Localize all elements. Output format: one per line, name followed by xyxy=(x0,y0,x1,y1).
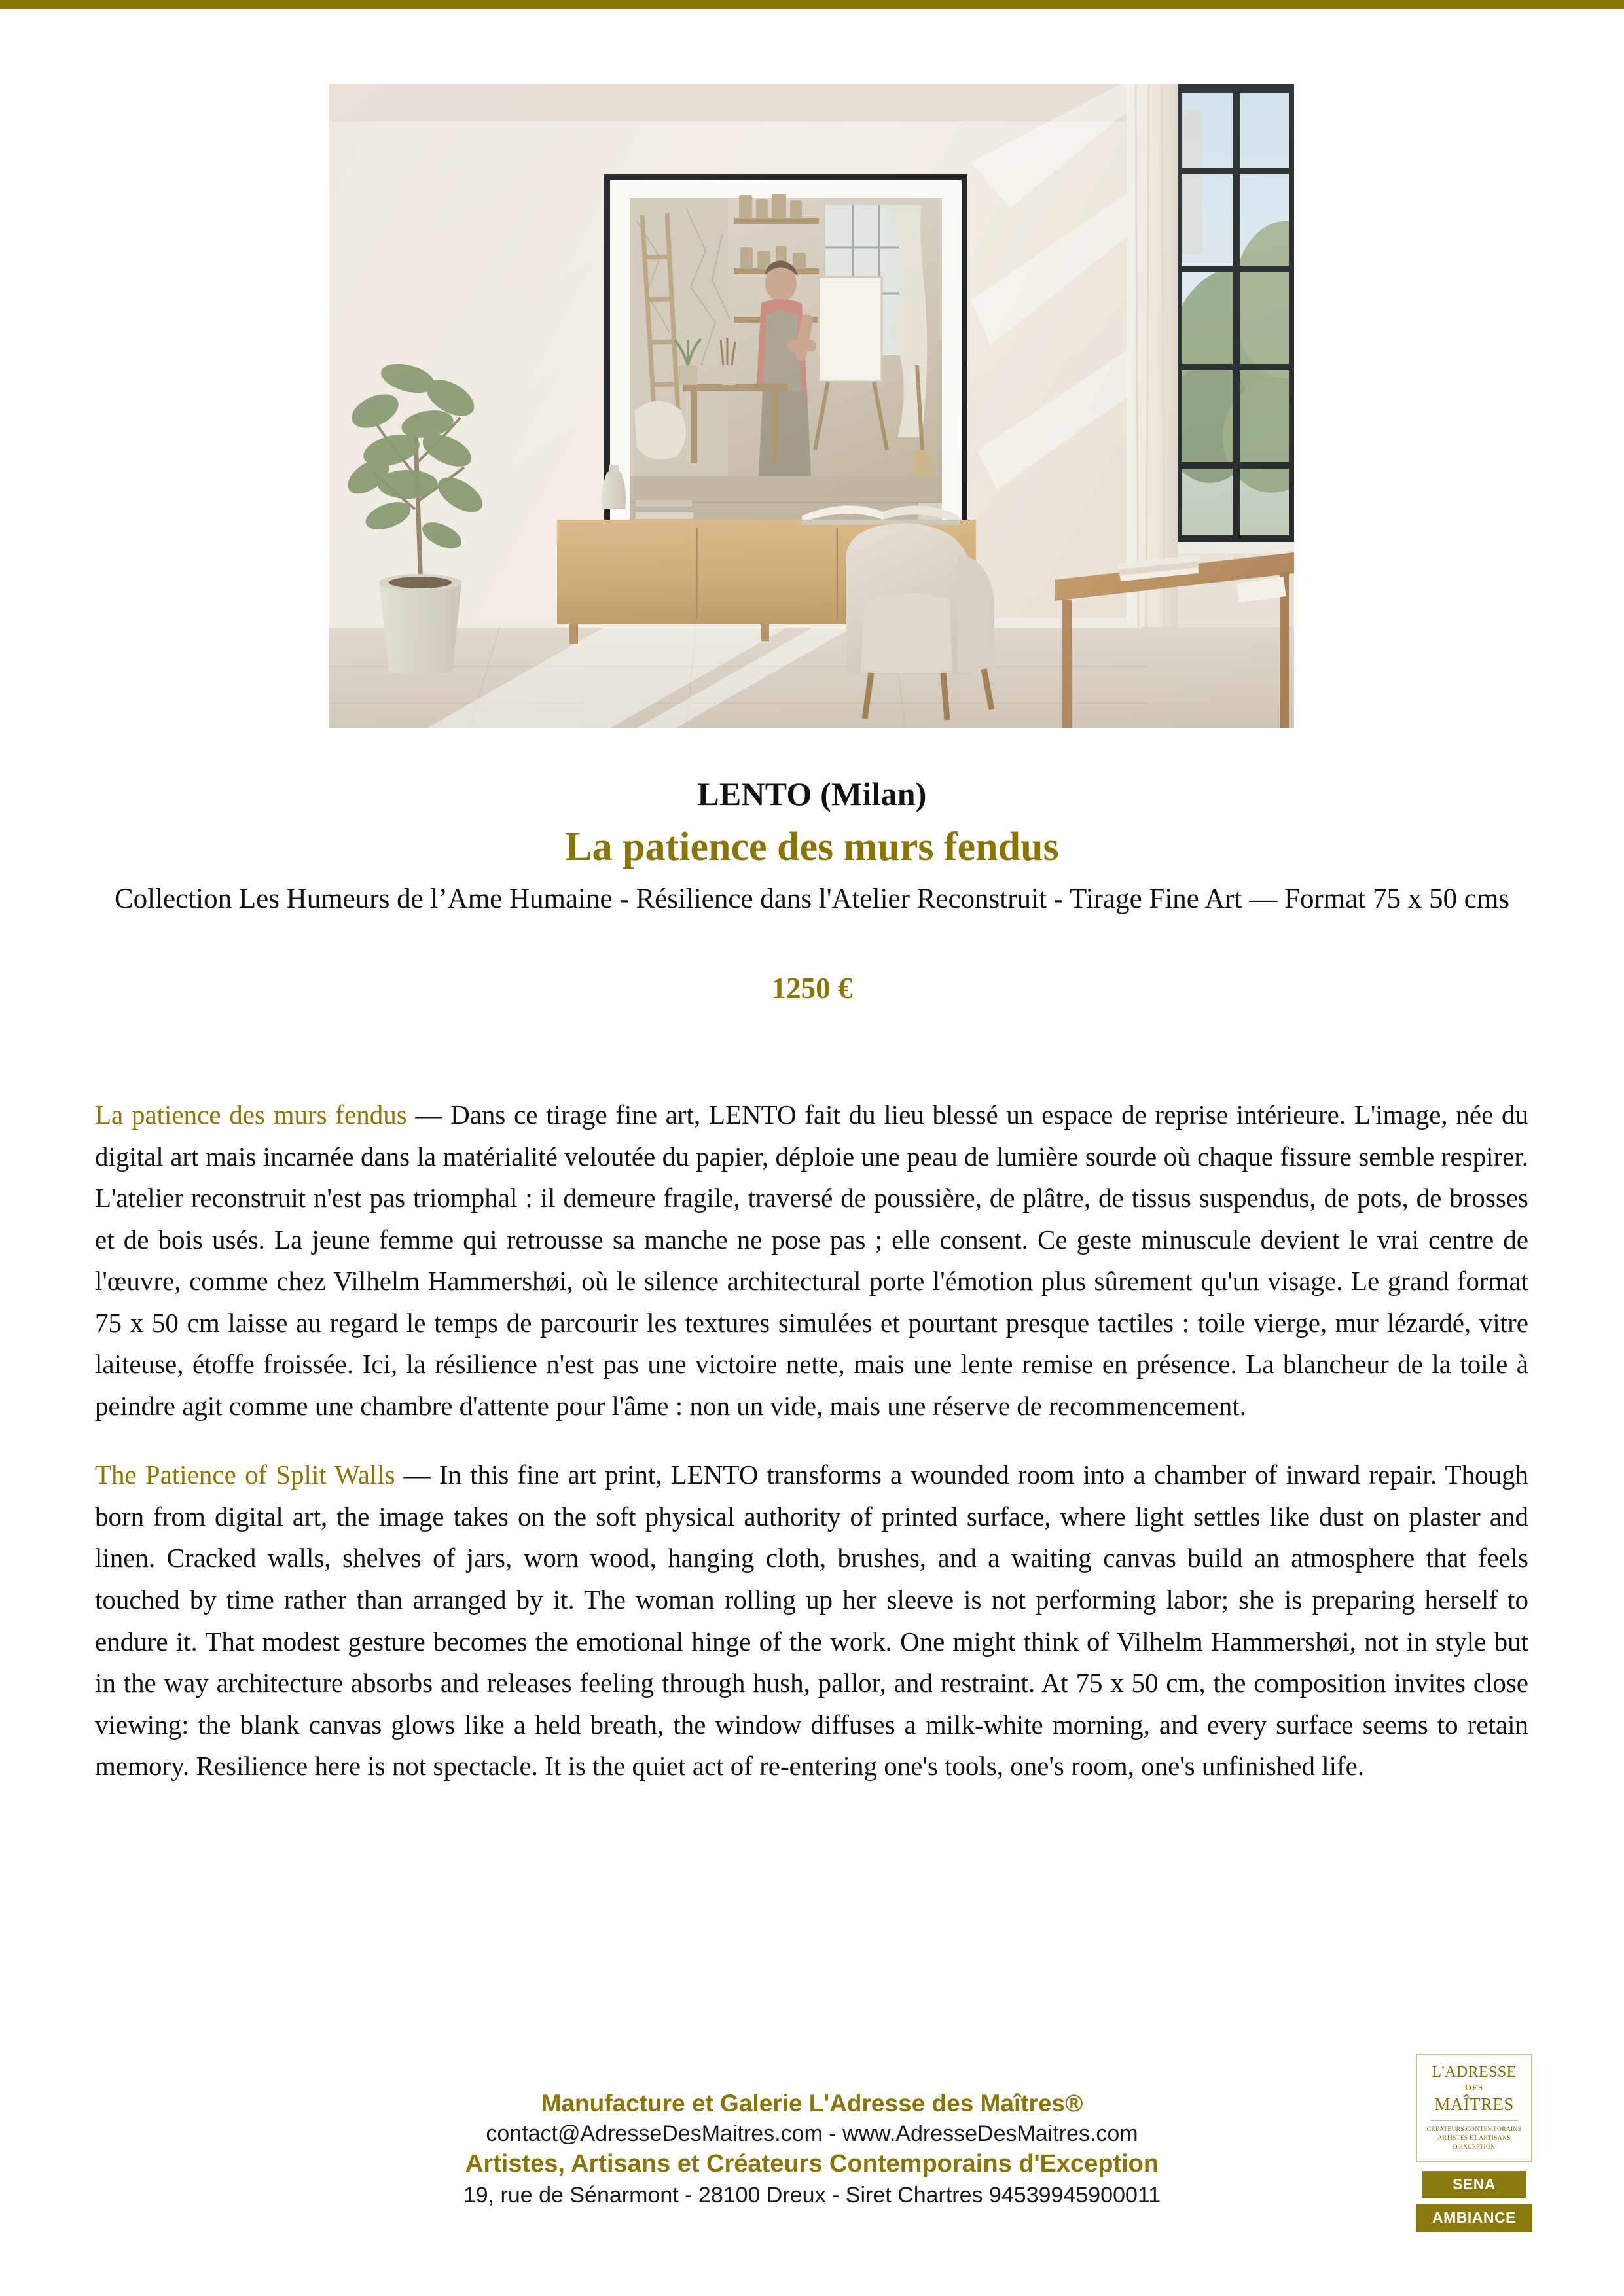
sena-badge: SENA xyxy=(1422,2171,1526,2198)
logo-sub-artistes: ARTISTES ET ARTISANS xyxy=(1437,2135,1511,2142)
paragraph-french xyxy=(95,1094,1528,1427)
logo-line-des: DES xyxy=(1464,2083,1484,2094)
paragraph-french-lead: La patience des murs fendus xyxy=(95,1100,407,1130)
top-gold-rule xyxy=(0,0,1624,9)
logo-block xyxy=(1416,2054,1532,2232)
description-block xyxy=(95,1094,1528,1787)
footer-company-name: Manufacture et Galerie L'Adresse des Maîtres® xyxy=(541,2090,1083,2117)
footer-contact[interactable]: contact@AdresseDesMaitres.com - www.AdresseDesMaitres.com xyxy=(486,2121,1138,2147)
artwork-mockup-image xyxy=(329,84,1294,728)
brand-logo-card xyxy=(1416,2054,1532,2162)
paragraph-french-text: — Dans ce tirage fine art, LENTO fait du lieu blessé un espace de reprise intérieure. L'image, née du digital art mais incarnée dans la matérialité veloutée du papier, déploie une peau de lumière sourde où chaque fissure semble respirer. L'atelier reconstruit n'est pas triomphal : il demeure fragile, traversé de poussière, de plâtre, de tissus suspendus, de pots, de brosses et de bois usés. La jeune femme qui retrousse sa manche ne pose pas ; elle consent. Ce geste minuscule devient le vrai centre de l'œuvre, comme chez Vilhelm Hammershøi, où le silence architectural porte l'émotion plus sûrement qu'un visage. Le grand format 75 x 50 cm laisse au regard le temps de parcourir les textures simulées et pourtant presque tactiles : toile vierge, mur lézardé, vitre laiteuse, étoffe froissée. Ici, la résilience n'est pas une victoire nette, mais une lente remise en présence. La blancheur de la toile à peindre agit comme une chambre d'attente pour l'âme : non un vide, mais une réserve de recommencement. xyxy=(95,1100,1529,1421)
logo-sub-exception: D'EXCEPTION xyxy=(1453,2144,1496,2151)
sena-ambiance-badge: AMBIANCE xyxy=(1416,2204,1532,2232)
paragraph-english-text: — In this fine art print, LENTO transforms a wounded room into a chamber of inward repair. Though born from digital art, the image takes on the soft physical authority of printed surface, where light settles like dust on plaster and linen. Cracked walls, shelves of jars, worn wood, hanging cloth, brushes, and a waiting canvas build an atmosphere that feels touched by time rather than arranged by it. The woman rolling up her sleeve is not performing labor; she is preparing herself to endure it. That modest gesture becomes the emotional hinge of the work. One might think of Vilhelm Hammershøi, not in style but in the way architecture absorbs and releases feeling through hush, pallor, and restraint. At 75 x 50 cm, the composition invites close viewing: the blank canvas glows like a held breath, the window diffuses a milk-white morning, and every surface seems to retain memory. Resilience here is not spectacle. It is the quiet act of re-entering one's tools, one's room, one's unfinished life. xyxy=(95,1460,1529,1782)
artwork-mockup-svg xyxy=(329,84,1294,728)
footer-address: 19, rue de Sénarmont - 28100 Dreux - Siret Chartres 94539945900011 xyxy=(463,2182,1161,2208)
logo-divider xyxy=(1430,2120,1518,2121)
footer xyxy=(0,2088,1624,2210)
artist-name: LENTO (Milan) xyxy=(697,776,927,812)
footer-tagline: Artistes, Artisans et Créateurs Contemporains d'Exception xyxy=(465,2150,1159,2178)
work-subtitle: Collection Les Humeurs de l’Ame Humaine - Résilience dans l'Atelier Reconstruit - Tirage Fine Art — Format 75 x 50 cms xyxy=(114,884,1510,914)
logo-line-maitres: MAÎTRES xyxy=(1434,2094,1514,2115)
price-label: 1250 € xyxy=(771,972,853,1005)
paragraph-english-lead: The Patience of Split Walls xyxy=(95,1460,395,1490)
logo-sub-createurs: CRÉATEURS CONTEMPORAINS xyxy=(1426,2126,1522,2133)
logo-line-adresse: L'ADRESSE xyxy=(1432,2064,1517,2081)
page-title: La patience des murs fendus xyxy=(565,825,1059,869)
paragraph-english xyxy=(95,1454,1528,1787)
